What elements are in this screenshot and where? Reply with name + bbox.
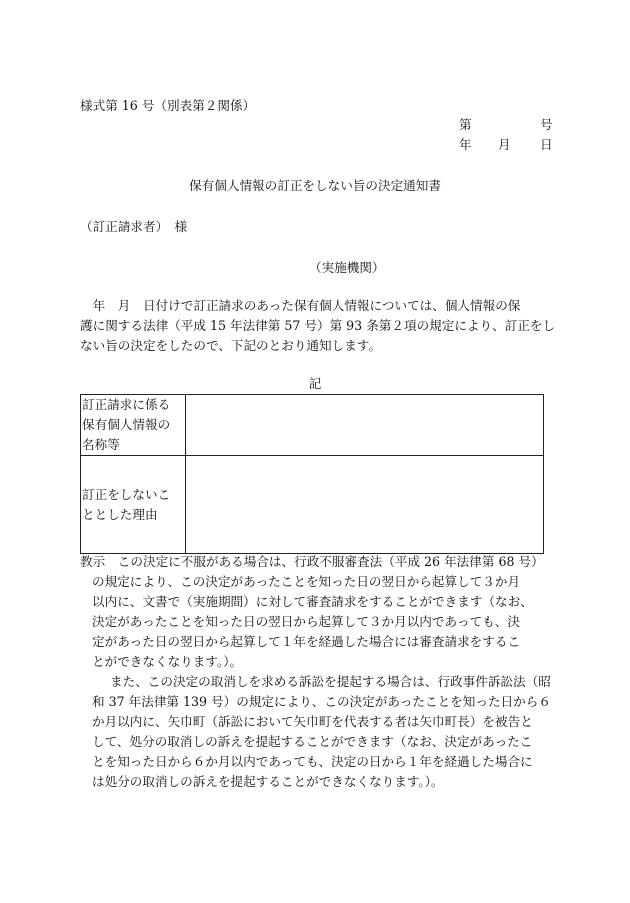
form-number: 様式第 16 号（別表第２関係） (80, 98, 256, 113)
notice-line: 教示 この決定に不服がある場合は、行政不服審査法（平成 26 年法律第 68 号） (80, 554, 544, 569)
date-year-label: 年 (459, 137, 472, 152)
body-paragraph (80, 296, 556, 356)
personal-info-name-label (81, 395, 186, 456)
label-line: 訂正をしないこ (82, 486, 171, 502)
label-line: 名称等 (82, 437, 120, 452)
date-month-label: 月 (498, 137, 511, 152)
label-line: 訂正請求に係る (82, 397, 171, 412)
addressee: （訂正請求者） 様 (80, 219, 188, 234)
details-table (80, 394, 544, 554)
notice-line: か月以内に、矢巾町（訴訟において矢巾町を代表する者は矢巾町長）を被告と (92, 714, 533, 729)
table-row (81, 395, 544, 456)
notice-line: とを知った日から６か月以内であっても、決定の日から１年を経過した場合に (92, 754, 533, 769)
document-number-prefix: 第 (459, 117, 472, 132)
notice-line: 和 37 年法律第 139 号）の規定により、この決定があったことを知った日から６ (92, 694, 551, 709)
reason-label (81, 456, 186, 554)
notice-line: は処分の取消しの訴えを提起することができなくなります。）。 (92, 774, 444, 789)
reason-value (186, 456, 544, 554)
body-line: 年 月 日付けで訂正請求のあった保有個人情報については、個人情報の保 (80, 298, 521, 313)
label-line: ととした理由 (82, 506, 158, 522)
notice-line: して、処分の取消しの訴えを提起することができます（なお、決定があったこ (92, 734, 533, 749)
document-number-suffix: 号 (540, 117, 553, 132)
issuing-agency: （実施機関） (309, 260, 385, 275)
notice-line: 決定があったことを知った日の翌日から起算して３か月以内であっても、決 (92, 614, 520, 629)
notice-line: 定があった日の翌日から起算して１年を経過した場合には審査請求をするこ (92, 634, 521, 649)
body-line: 護に関する法律（平成 15 年法律第 57 号）第 93 条第２項の規定により、訂正をし (80, 318, 556, 333)
table-row (81, 456, 544, 554)
ki-heading: 記 (308, 376, 322, 391)
notice-line: また、この決定の取消しを求める訴訟を提起する場合は、行政事件訴訟法（昭 (110, 674, 551, 689)
body-line: ない旨の決定をしたので、下記のとおり通知します。 (80, 338, 381, 353)
date-day-label: 日 (540, 137, 553, 152)
notice-line: 以内に、文書で（実施期間）に対して審査請求をすることができます（なお、 (92, 594, 533, 609)
personal-info-name-value (186, 395, 544, 456)
document-title: 保有個人情報の訂正をしない旨の決定通知書 (189, 178, 441, 193)
notice-line: の規定により、この決定があったことを知った日の翌日から起算して３か月 (92, 574, 521, 589)
notice-line: とができなくなります。）。 (92, 654, 243, 669)
label-line: 保有個人情報の (82, 417, 171, 432)
instruction-notice (80, 552, 560, 792)
